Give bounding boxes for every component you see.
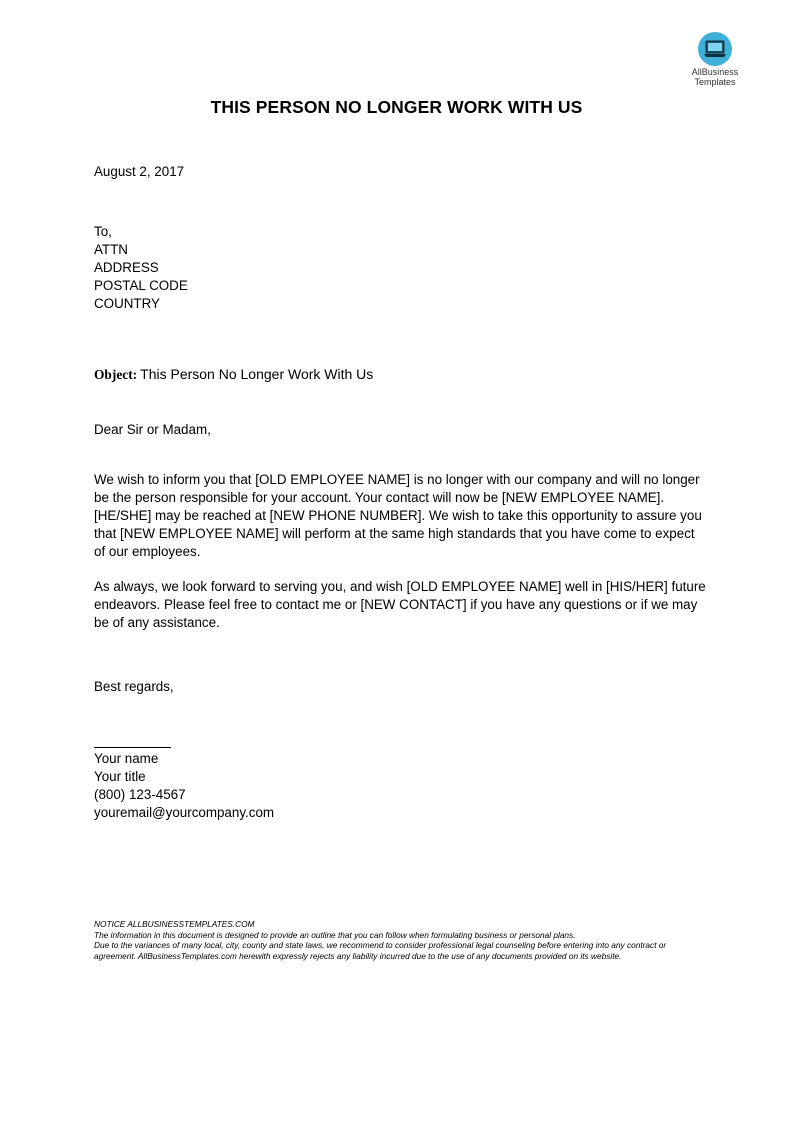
paragraph-line: endeavors. Please feel free to contact me or [NEW CONTACT] if you have any questions or if we may [94,597,698,612]
logo-line1: AllBusiness [691,67,739,77]
allbusiness-templates-logo [686,32,744,87]
legal-notice [94,919,704,961]
notice-line: Due to the variances of many local, city, county and state laws, we recommend to consider professional legal counseling before entering into any contract or agreement. AllBusinessTemplates.com herewith expressly rejects any liability incurred due to the use of any documents provided on its website. [94,940,667,961]
recipient-postal-code: POSTAL CODE [94,278,188,293]
notice-heading: NOTICE ALLBUSINESSTEMPLATES.COM [94,919,255,929]
signature-title: Your title [94,769,146,784]
object-value: This Person No Longer Work With Us [140,366,374,382]
signature-line [94,747,171,748]
paragraph-line: We wish to inform you that [OLD EMPLOYEE NAME] is no longer with our company and will no longer [94,472,700,487]
notice-line: The information in this document is designed to provide an outline that you can follow when formulating business or personal plans. [94,929,576,940]
paragraph-line: be the person responsible for your account. Your contact will now be [NEW EMPLOYEE NAME]. [94,490,665,505]
paragraph-line: be of any assistance. [94,615,220,630]
salutation: Dear Sir or Madam, [94,422,211,437]
closing: Best regards, [94,679,174,694]
paragraph-line: As always, we look forward to serving you, and wish [OLD EMPLOYEE NAME] well in [HIS/HER] future [94,579,706,594]
recipient-attn: ATTN [94,242,128,257]
signature-email: youremail@yourcompany.com [94,805,275,820]
body-paragraph-1 [94,471,706,561]
recipient-to: To, [94,224,112,239]
recipient-country: COUNTRY [94,296,160,311]
body-paragraph-2 [94,578,706,632]
signature-phone: (800) 123-4567 [94,787,186,802]
object-label: Object: [94,367,138,382]
logo-text [686,67,744,87]
logo-line2: Templates [694,77,736,87]
letter-date: August 2, 2017 [94,164,185,179]
paragraph-line: that [NEW EMPLOYEE NAME] will perform at the same high standards that you have come to expect [94,526,695,541]
laptop-icon [698,32,732,66]
paragraph-line: of our employees. [94,544,201,559]
document-title: THIS PERSON NO LONGER WORK WITH US [210,97,583,117]
recipient-address: ADDRESS [94,260,159,275]
paragraph-line: [HE/SHE] may be reached at [NEW PHONE NUMBER]. We wish to take this opportunity to assure you [94,508,702,523]
object-line [94,366,373,384]
signature-name: Your name [94,751,159,766]
